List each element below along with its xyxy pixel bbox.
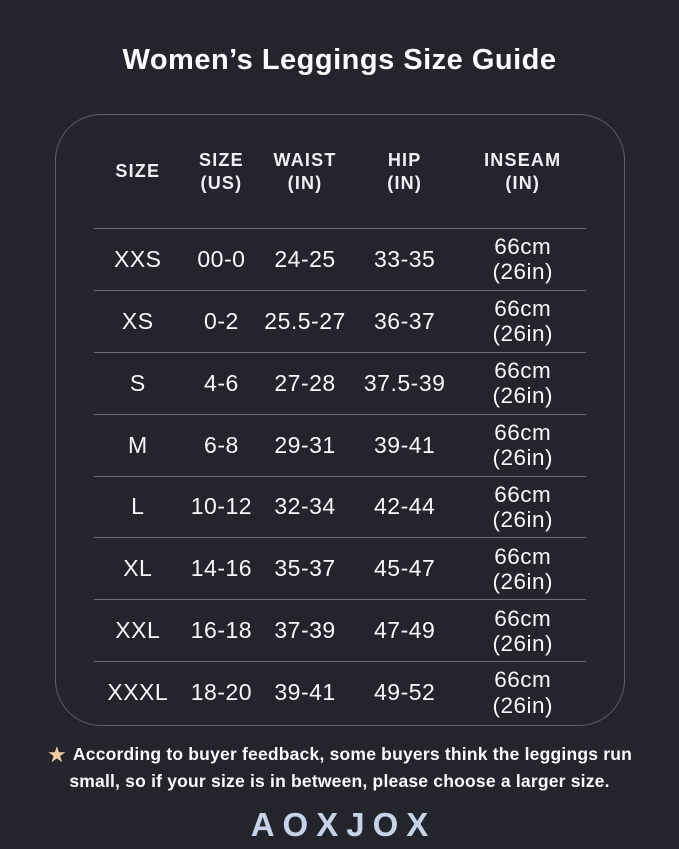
cell-waist: 35-37 (274, 555, 336, 582)
table-row-xxs (56, 229, 624, 290)
column-header-hip-label: HIP (387, 150, 422, 170)
page-title: Women’s Leggings Size Guide (122, 44, 557, 76)
cell-size: XS (121, 307, 154, 334)
column-header-waist-label: WAIST (273, 150, 337, 170)
inseam-cm: 66cm (494, 234, 552, 260)
cell-hip: 33-35 (373, 245, 436, 272)
cell-hip: 37.5-39 (363, 369, 446, 396)
table-row-m (56, 415, 624, 476)
cell-waist: 29-31 (274, 431, 336, 458)
cell-size: L (131, 493, 145, 520)
cell-inseam (460, 296, 585, 346)
cell-size: S (129, 369, 146, 396)
inseam-in: (26in) (492, 321, 553, 347)
column-header-size-us-label: SIZE (199, 150, 244, 170)
feedback-note-line2: small, so if your size is in between, please choose a larger size. (69, 771, 610, 791)
column-header-size-label: SIZE (115, 161, 161, 182)
cell-size: XL (123, 555, 153, 582)
column-header-waist (261, 149, 350, 194)
cell-size-us: 4-6 (204, 369, 239, 396)
column-header-size-us (182, 149, 261, 194)
inseam-in: (26in) (492, 259, 553, 285)
table-row-xl (56, 538, 624, 599)
cell-inseam (460, 420, 585, 470)
column-header-inseam (460, 149, 585, 194)
column-header-size-us-unit: (US) (200, 172, 243, 193)
cell-size-us: 10-12 (190, 493, 253, 520)
cell-waist: 39-41 (274, 679, 336, 706)
inseam-in: (26in) (492, 383, 553, 409)
cell-inseam (460, 234, 585, 284)
cell-waist: 24-25 (274, 245, 336, 272)
cell-waist: 32-34 (274, 493, 336, 520)
inseam-in: (26in) (492, 692, 553, 718)
inseam-cm: 66cm (494, 358, 552, 383)
table-row-s (56, 353, 624, 414)
inseam-in: (26in) (492, 506, 553, 532)
column-header-inseam-label: INSEAM (484, 150, 562, 170)
cell-waist: 25.5-27 (264, 307, 346, 334)
cell-size-us: 14-16 (190, 555, 253, 582)
cell-waist: 27-28 (274, 369, 336, 396)
inseam-cm: 66cm (494, 296, 552, 322)
inseam-cm: 66cm (494, 667, 552, 693)
cell-size: XXS (114, 245, 162, 272)
star-icon: ★ (46, 742, 67, 767)
cell-waist: 37-39 (274, 617, 336, 644)
cell-inseam (460, 544, 585, 594)
cell-inseam (460, 667, 585, 717)
feedback-note (0, 741, 679, 794)
cell-size: M (127, 431, 148, 458)
column-header-waist-unit: (IN) (287, 172, 323, 193)
inseam-cm: 66cm (494, 419, 552, 445)
inseam-cm: 66cm (494, 481, 552, 507)
column-header-hip-unit: (IN) (387, 172, 423, 193)
inseam-in: (26in) (492, 568, 553, 594)
cell-hip: 36-37 (373, 307, 436, 334)
column-header-hip (349, 149, 460, 194)
cell-hip: 42-44 (373, 493, 436, 520)
cell-inseam (460, 358, 585, 408)
cell-size: XXXL (107, 679, 169, 706)
cell-size: XXL (115, 617, 161, 644)
brand-logo: AOXJOX (250, 806, 437, 843)
cell-size-us: 18-20 (190, 679, 253, 706)
table-row-xxxl (56, 662, 624, 723)
inseam-in: (26in) (492, 630, 553, 656)
cell-hip: 49-52 (373, 679, 436, 706)
inseam-cm: 66cm (494, 543, 552, 569)
cell-hip: 45-47 (373, 555, 436, 582)
table-row-xs (56, 291, 624, 352)
column-header-size (94, 160, 183, 183)
cell-hip: 47-49 (373, 617, 436, 644)
cell-size-us: 0-2 (204, 307, 239, 334)
column-header-inseam-unit: (IN) (505, 172, 541, 193)
table-row-xxl (56, 600, 624, 661)
inseam-cm: 66cm (494, 605, 552, 631)
inseam-in: (26in) (492, 445, 553, 471)
feedback-note-line1: According to buyer feedback, some buyers think the leggings run (72, 744, 633, 764)
cell-hip: 39-41 (373, 431, 436, 458)
cell-size-us: 00-0 (197, 245, 246, 272)
cell-inseam (460, 482, 585, 532)
size-table-header-row (56, 115, 624, 228)
cell-size-us: 6-8 (204, 431, 239, 458)
table-row-l (56, 477, 624, 538)
cell-size-us: 16-18 (190, 617, 253, 644)
size-table (55, 114, 625, 726)
cell-inseam (460, 606, 585, 656)
